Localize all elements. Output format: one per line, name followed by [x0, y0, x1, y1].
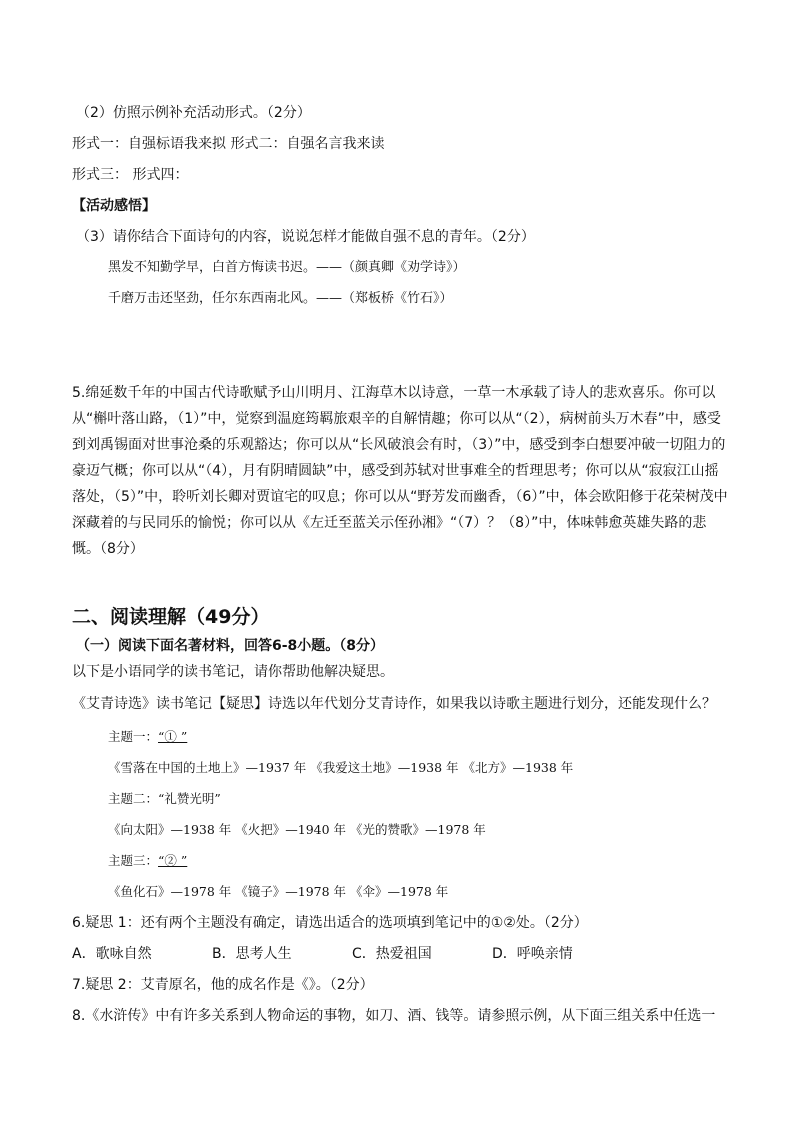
theme-2-label: 主题二：	[108, 791, 159, 806]
question-7: 7.疑思 2：艾青原名，他的成名作是《》。（2分）	[72, 977, 374, 993]
question-8: 8.《水浒传》中有许多关系到人物命运的事物，如刀、酒、钱等。请参照示例，从下面三组关系中任选一	[72, 1008, 716, 1024]
question-4-2: （2）仿照示例补充活动形式。（2分）	[76, 105, 311, 121]
section-2-title: 二、阅读理解（49分）	[72, 606, 270, 628]
part-1-title: （一）阅读下面名著材料，回答6-8小题。（8分）	[76, 638, 385, 654]
activity-forms-line-2: 形式三： 形式四：	[72, 167, 189, 183]
question-5: 5.绵延数千年的中国古代诗歌赋予山川明月、江海草木以诗意，一草一木承载了诗人的悲欢喜乐。你可以从“槲叶落山路，（1）”中，觉察到温庭筠羁旅艰辛的自解情趣；你可以从“（2），病树前头万木春”中，感受到刘禹锡面对世事沧桑的乐观豁达；你可以从“长风破浪会有时，（3）”中，感受到李白想要冲破一切阻力的豪迈气概；你可以从“（4），月有阴晴圆缺”中，感受到苏轼对世事难全的哲理思考；你可以从“寂寂江山摇落处，（5）”中，聆听刘长卿对贾谊宅的叹息；你可以从“野芳发而幽香，（6）”中，体会欧阳修于花荣树茂中深藏着的与民同乐的愉悦；你可以从《左迁至蓝关示侄孙湘》“（7）？（8）”中，体味韩愈英雄失路的悲慨。（8分）	[72, 385, 728, 557]
theme-1-label: 主题一：	[108, 729, 159, 744]
question-6: 6.疑思 1：还有两个主题没有确定，请选出适合的选项填到笔记中的①②处。（2分）	[72, 915, 588, 931]
option-b: B．思考人生	[212, 946, 292, 962]
poem-quote-1: 黑发不知勤学早，白首方悔读书迟。——（颜真卿《劝学诗》）	[108, 260, 466, 275]
theme-2-works: 《向太阳》—1938 年 《火把》—1940 年 《光的赞歌》—1978 年	[108, 822, 486, 837]
option-d: D．呼唤亲情	[492, 946, 573, 962]
theme-3-blank: “② ”	[158, 853, 188, 868]
activity-forms-line-1: 形式一：自强标语我来拟 形式二：自强名言我来读	[72, 136, 385, 152]
theme-2-value: “礼赞光明”	[158, 791, 221, 806]
theme-1-blank: “① ”	[158, 729, 188, 744]
theme-3-label: 主题三：	[108, 853, 159, 868]
theme-3-works: 《鱼化石》—1978 年 《镜子》—1978 年 《伞》—1978 年	[108, 884, 449, 899]
question-6-options	[72, 944, 573, 964]
reading-note-line: 《艾青诗选》读书笔记【疑思】诗选以年代划分艾青诗作，如果我以诗歌主题进行划分，还能发现什么？	[72, 696, 716, 712]
option-c: C．热爱祖国	[352, 946, 432, 962]
theme-1-works: 《雪落在中国的土地上》—1937 年 《我爱这土地》—1938 年 《北方》—1938 年	[108, 760, 574, 775]
theme-2	[108, 789, 221, 809]
activity-reflection-header: 【活动感悟】	[72, 198, 156, 214]
question-4-3: （3）请你结合下面诗句的内容，说说怎样才能做自强不息的青年。（2分）	[76, 229, 535, 245]
option-a: A．歌咏自然	[72, 946, 152, 962]
part-1-intro: 以下是小语同学的读书笔记，请你帮助他解决疑思。	[72, 664, 394, 680]
theme-3	[108, 851, 187, 871]
poem-quote-2: 千磨万击还坚劲，任尔东西南北风。——（郑板桥《竹石》）	[108, 291, 453, 306]
theme-1	[108, 727, 187, 747]
